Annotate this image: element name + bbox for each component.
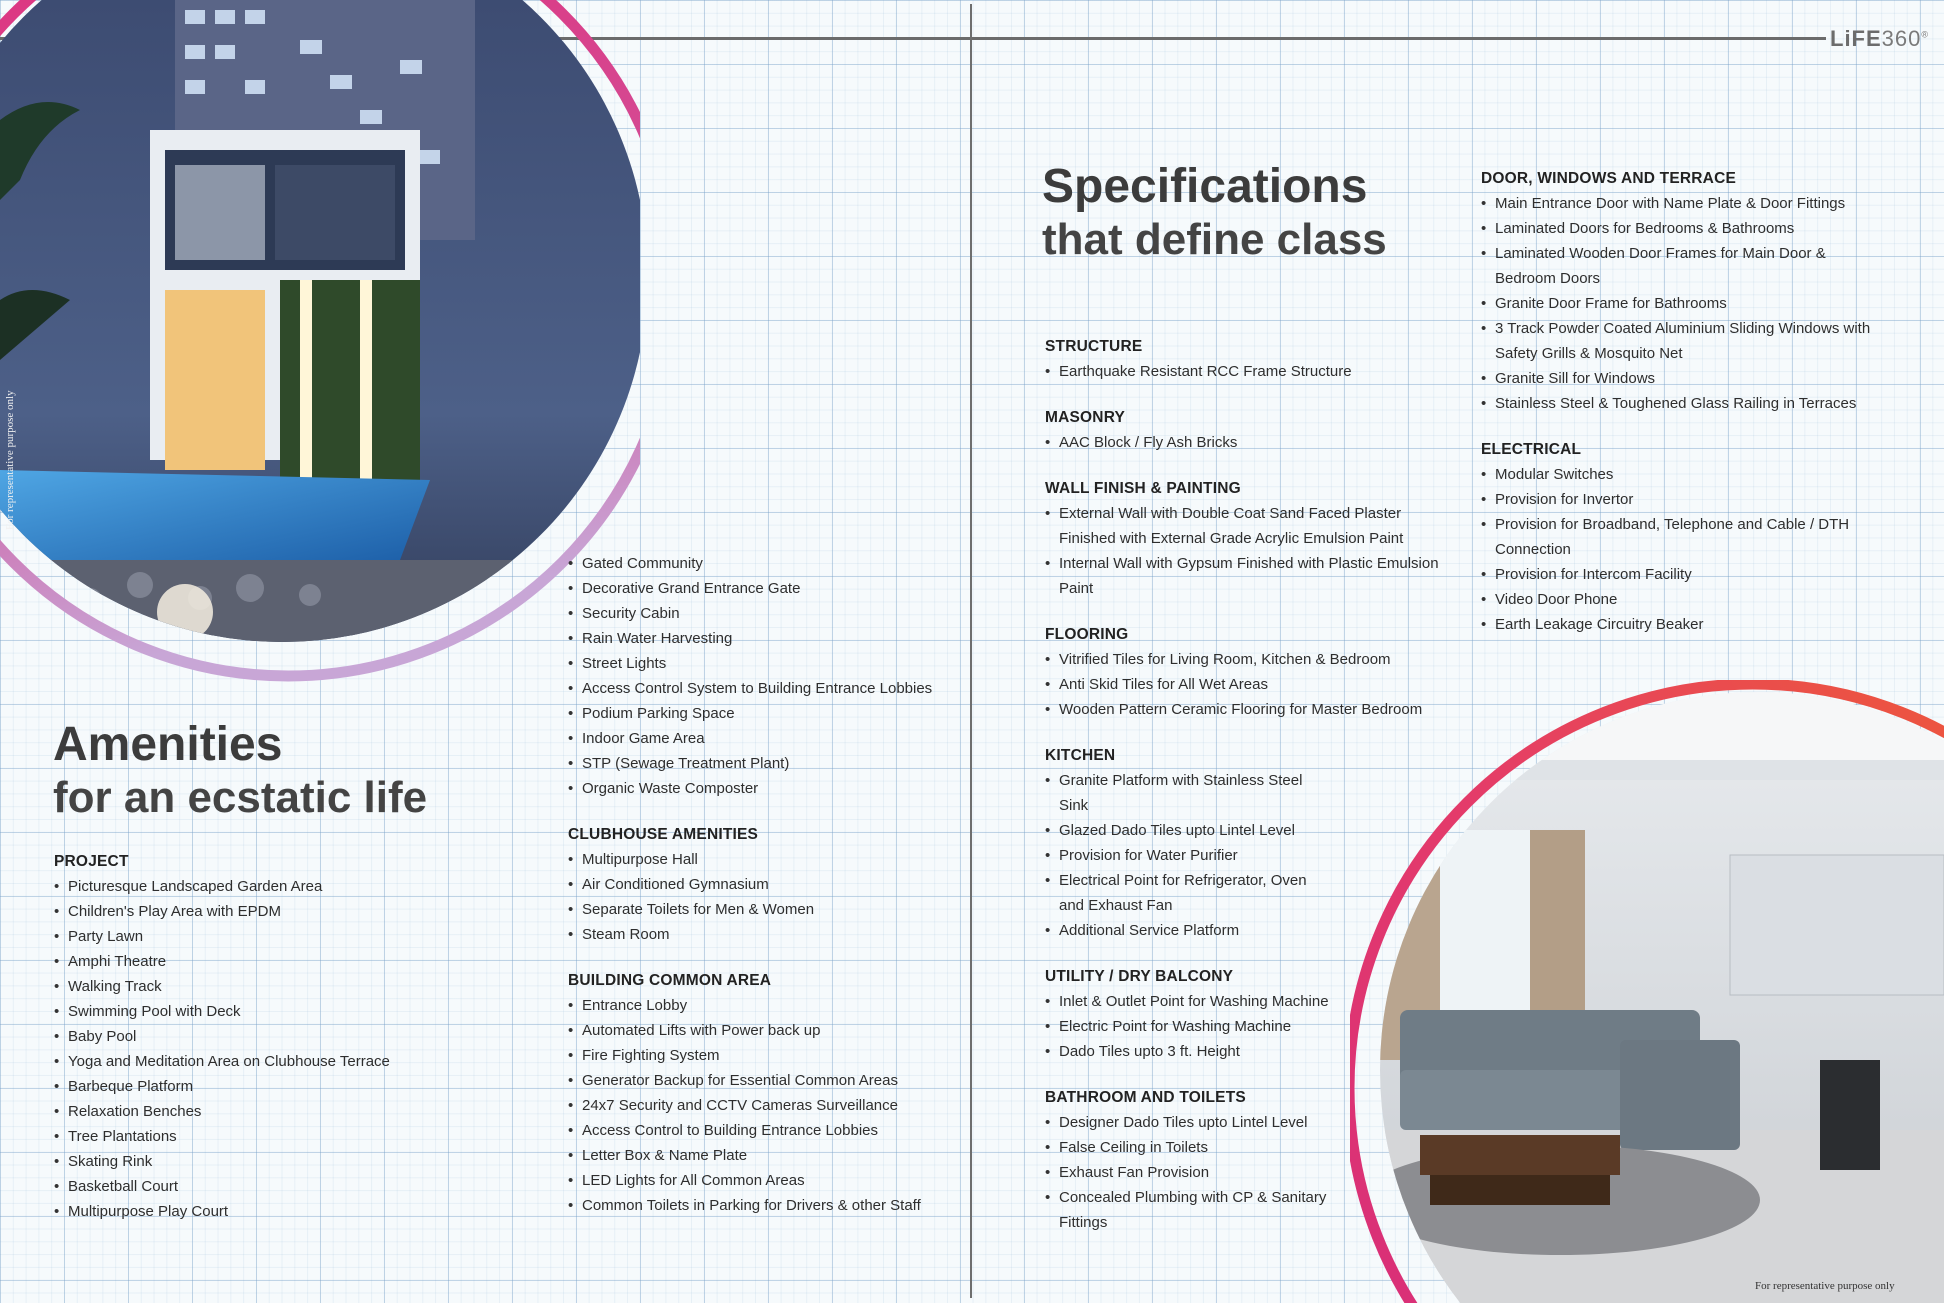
list-item: • Earth Leakage Circuitry Beaker — [1481, 612, 1881, 637]
building-common-area — [568, 972, 968, 1218]
list-item: • Provision for Invertor — [1481, 487, 1881, 512]
list-item: • Wooden Pattern Ceramic Flooring for Master Bedroom — [1045, 697, 1445, 722]
flooring-title: FLOORING — [1045, 626, 1129, 643]
list-item: • Baby Pool — [54, 1024, 514, 1049]
list-item: • Concealed Plumbing with CP & Sanitary Fittings — [1045, 1185, 1345, 1235]
project-list — [54, 874, 514, 1224]
building-common-title: BUILDING COMMON AREA — [568, 972, 772, 989]
list-item: • Modular Switches — [1481, 462, 1881, 487]
list-item: • Vitrified Tiles for Living Room, Kitchen & Bedroom — [1045, 647, 1445, 672]
exterior-image-disclaimer: For representative purpose only — [4, 390, 16, 530]
electrical-list — [1481, 462, 1881, 637]
amenities-heading — [53, 718, 427, 824]
general-amenities-list — [568, 551, 968, 801]
list-item: • Swimming Pool with Deck — [54, 999, 514, 1024]
project-title: PROJECT — [54, 853, 129, 870]
list-item: • Tree Plantations — [54, 1124, 514, 1149]
list-item: • 3 Track Powder Coated Aluminium Sliding Windows with Safety Grills & Mosquito Net — [1481, 316, 1881, 366]
list-item: • Electrical Point for Refrigerator, Oven and Exhaust Fan — [1045, 868, 1335, 918]
list-item: • Walking Track — [54, 974, 514, 999]
specifications-subtitle: that define class — [1042, 215, 1387, 264]
list-item: • Provision for Water Purifier — [1045, 843, 1335, 868]
list-item: • Separate Toilets for Men & Women — [568, 897, 968, 922]
amenities-column-two — [568, 551, 968, 1243]
list-item: • Internal Wall with Gypsum Finished with Plastic Emulsion Paint — [1045, 551, 1445, 601]
spec-wall-finish — [1045, 480, 1445, 601]
amenities-title: Amenities — [53, 718, 283, 771]
list-item: • Automated Lifts with Power back up — [568, 1018, 968, 1043]
spec-bathroom — [1045, 1089, 1345, 1235]
list-item: • Relaxation Benches — [54, 1099, 514, 1124]
list-item: • Additional Service Platform — [1045, 918, 1335, 943]
list-item: • Air Conditioned Gymnasium — [568, 872, 968, 897]
list-item: • Amphi Theatre — [54, 949, 514, 974]
list-item: • Basketball Court — [54, 1174, 514, 1199]
list-item: • Provision for Intercom Facility — [1481, 562, 1881, 587]
list-item: • Inlet & Outlet Point for Washing Machine — [1045, 989, 1445, 1014]
list-item: • Exhaust Fan Provision — [1045, 1160, 1345, 1185]
building-common-list — [568, 993, 968, 1218]
list-item: • Video Door Phone — [1481, 587, 1881, 612]
list-item: • Steam Room — [568, 922, 968, 947]
list-item: • Indoor Game Area — [568, 726, 968, 751]
list-item: • Multipurpose Hall — [568, 847, 968, 872]
list-item: • Security Cabin — [568, 601, 968, 626]
list-item: • Common Toilets in Parking for Drivers & other Staff — [568, 1193, 968, 1218]
list-item: • Yoga and Meditation Area on Clubhouse Terrace — [54, 1049, 514, 1074]
list-item: • Children's Play Area with EPDM — [54, 899, 514, 924]
list-item: • Granite Door Frame for Bathrooms — [1481, 291, 1881, 316]
list-item: • Stainless Steel & Toughened Glass Railing in Terraces — [1481, 391, 1881, 416]
list-item: • 24x7 Security and CCTV Cameras Surveillance — [568, 1093, 968, 1118]
list-item: • Party Lawn — [54, 924, 514, 949]
flooring-list — [1045, 647, 1445, 722]
spec-electrical — [1481, 441, 1881, 637]
spec-kitchen — [1045, 747, 1335, 943]
list-item: • Podium Parking Space — [568, 701, 968, 726]
kitchen-list — [1045, 768, 1335, 943]
life360-logo: LiFE360® — [1830, 26, 1930, 51]
specifications-column-two — [1481, 170, 1881, 662]
doors-title: DOOR, WINDOWS AND TERRACE — [1481, 170, 1736, 187]
center-fold-rule — [970, 4, 972, 1298]
list-item: • Anti Skid Tiles for All Wet Areas — [1045, 672, 1445, 697]
electrical-title: ELECTRICAL — [1481, 441, 1582, 458]
list-item: • AAC Block / Fly Ash Bricks — [1045, 430, 1445, 455]
spec-masonry — [1045, 409, 1445, 455]
list-item: • Rain Water Harvesting — [568, 626, 968, 651]
list-item: • Provision for Broadband, Telephone and Cable / DTH Connection — [1481, 512, 1881, 562]
structure-list — [1045, 359, 1445, 384]
exterior-image — [0, 0, 640, 690]
project-amenities — [54, 853, 514, 1224]
list-item: • External Wall with Double Coat Sand Faced Plaster Finished with External Grade Acrylic Emulsion Paint — [1045, 501, 1445, 551]
list-item: • STP (Sewage Treatment Plant) — [568, 751, 968, 776]
doors-list — [1481, 191, 1881, 416]
list-item: • Gated Community — [568, 551, 968, 576]
spec-utility — [1045, 968, 1445, 1064]
interior-image-disclaimer: For representative purpose only — [1755, 1280, 1895, 1292]
utility-list — [1045, 989, 1445, 1064]
list-item: • Earthquake Resistant RCC Frame Structure — [1045, 359, 1445, 384]
amenities-subtitle: for an ecstatic life — [53, 773, 428, 822]
list-item: • False Ceiling in Toilets — [1045, 1135, 1345, 1160]
list-item: • Access Control System to Building Entrance Lobbies — [568, 676, 968, 701]
list-item: • Electric Point for Washing Machine — [1045, 1014, 1445, 1039]
utility-title: UTILITY / DRY BALCONY — [1045, 968, 1234, 985]
structure-title: STRUCTURE — [1045, 338, 1143, 355]
wall-finish-title: WALL FINISH & PAINTING — [1045, 480, 1241, 497]
list-item: • Decorative Grand Entrance Gate — [568, 576, 968, 601]
specifications-heading — [1042, 160, 1387, 266]
list-item: • Granite Sill for Windows — [1481, 366, 1881, 391]
list-item: • Laminated Doors for Bedrooms & Bathrooms — [1481, 216, 1881, 241]
list-item: • Granite Platform with Stainless Steel Sink — [1045, 768, 1335, 818]
list-item: • Laminated Wooden Door Frames for Main Door & Bedroom Doors — [1481, 241, 1881, 291]
list-item: • Main Entrance Door with Name Plate & Door Fittings — [1481, 191, 1881, 216]
list-item: • Letter Box & Name Plate — [568, 1143, 968, 1168]
bathroom-title: BATHROOM AND TOILETS — [1045, 1089, 1246, 1106]
spec-structure — [1045, 338, 1445, 384]
bathroom-list — [1045, 1110, 1345, 1235]
spec-doors — [1481, 170, 1881, 416]
list-item: • Dado Tiles upto 3 ft. Height — [1045, 1039, 1445, 1064]
specifications-title: Specifications — [1042, 160, 1368, 213]
list-item: • Picturesque Landscaped Garden Area — [54, 874, 514, 899]
specifications-column-one — [1045, 338, 1445, 1260]
list-item: • Multipurpose Play Court — [54, 1199, 514, 1224]
list-item: • Street Lights — [568, 651, 968, 676]
kitchen-title: KITCHEN — [1045, 747, 1116, 764]
list-item: • Access Control to Building Entrance Lobbies — [568, 1118, 968, 1143]
list-item: • Skating Rink — [54, 1149, 514, 1174]
clubhouse-list — [568, 847, 968, 947]
list-item: • Fire Fighting System — [568, 1043, 968, 1068]
spec-flooring — [1045, 626, 1445, 722]
list-item: • Generator Backup for Essential Common Areas — [568, 1068, 968, 1093]
general-amenities — [568, 551, 968, 801]
list-item: • Organic Waste Composter — [568, 776, 968, 801]
list-item: • Glazed Dado Tiles upto Lintel Level — [1045, 818, 1335, 843]
list-item: • Designer Dado Tiles upto Lintel Level — [1045, 1110, 1345, 1135]
list-item: • LED Lights for All Common Areas — [568, 1168, 968, 1193]
list-item: • Entrance Lobby — [568, 993, 968, 1018]
masonry-title: MASONRY — [1045, 409, 1126, 426]
clubhouse-title: CLUBHOUSE AMENITIES — [568, 826, 759, 843]
masonry-list — [1045, 430, 1445, 455]
list-item: • Barbeque Platform — [54, 1074, 514, 1099]
wall-finish-list — [1045, 501, 1445, 601]
clubhouse-amenities — [568, 826, 968, 947]
